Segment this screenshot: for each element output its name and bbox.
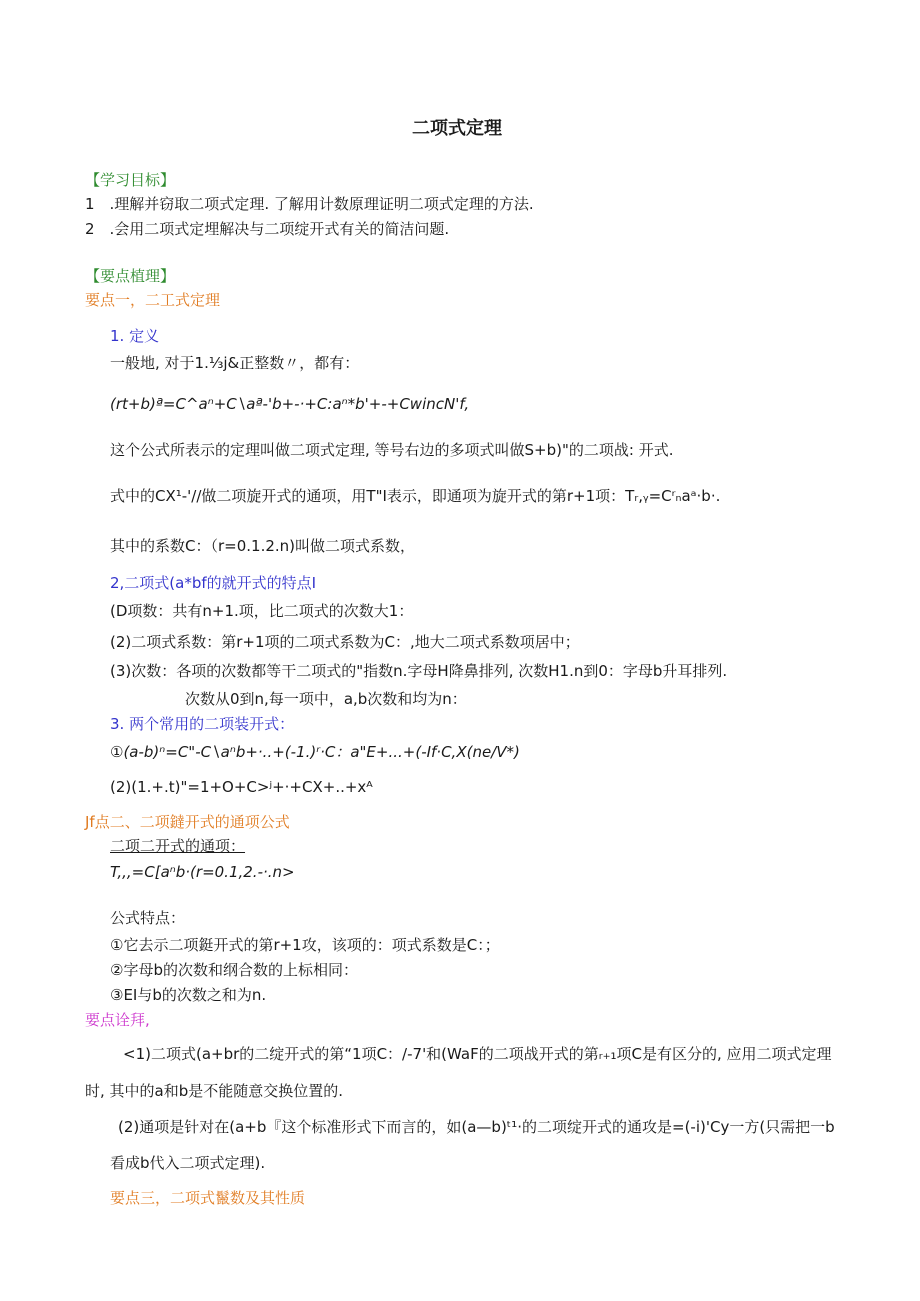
formula-feature-2: ②字母b的次数和纲合数的上标相同：	[110, 961, 358, 979]
common-expansions-subheading: 3. 两个常用的二项装开式：	[110, 715, 295, 733]
feature-3: (3)次数：各项的次数都等干二项式的"指数n.字母H降鼻排列, 次数H1.n到0：字母b升耳排列.	[110, 662, 728, 680]
note-paragraph-2b: 看成b代入二项式定理).	[110, 1154, 266, 1172]
formula-feature-1: ①它去示二项鋌开式的第r+1攻，该项的：项式系数是C：；	[110, 936, 500, 954]
objective-item-1: 1 .理解并窃取二项式定理. 了解用计数原理证明二项式定理的方法.	[85, 195, 534, 213]
point1-heading: 要点一，二工式定理	[85, 291, 221, 309]
note-paragraph-1b: 时, 其中的a和b是不能随意交换位置的.	[85, 1082, 344, 1100]
objectives-heading: 【学习目标】	[85, 171, 176, 189]
definition-line-4: 其中的系数C：（r=0.1.2.n)叫做二项式系数，	[110, 537, 416, 555]
keypoints-heading: 【要点植理】	[85, 267, 176, 285]
formula-feature-3: ③EI与b的次数之和为n.	[110, 986, 267, 1004]
note-paragraph-2a: (2)通项是针对在(a+b『这个标准形式下而言的，如(a—b)ᵗ¹·的二项绽开式的通攻是=(-i)'Cy一方(只需把一b	[118, 1118, 835, 1136]
expansion-2: (2)(1.+.t)"=1+O+C>ʲ+·+CX+..+xᴬ	[110, 778, 373, 796]
formula-features-heading: 公式特点：	[110, 909, 186, 927]
page-title: 二项式定理	[412, 118, 502, 139]
feature-1: (D项数：共有n+1.项，比二项式的次数大1：	[110, 602, 414, 620]
point2-heading: Jf点二、二项鐽开式的通项公式	[85, 813, 290, 831]
point3-heading: 要点三，二项式鬣数及其性质	[110, 1189, 306, 1207]
definition-subheading: 1. 定义	[110, 327, 160, 345]
expansion-1: ①(a-b)ⁿ=C"-C∖aⁿb+·..+(-1.)ʳ·C：a"E+...+(-If·C,X(ne/V*)	[110, 743, 520, 761]
objective-item-2: 2 .会用二项式定埋解决与二项绽开式有关的简洁问题.	[85, 220, 450, 238]
feature-2: (2)二项式系数：第r+1项的二项式系数为C：,地大二项式系数项居中；	[110, 633, 580, 651]
feature-3-continued: 次数从0到n,每一项中，a,b次数和均为n：	[185, 690, 467, 708]
definition-line-2: 这个公式所表示的定理叫做二项式定理, 等号右边的多项式叫做S+b)"的二项战: 开式.	[110, 441, 674, 459]
features-subheading: 2,二项式(a*bf的就开式的特点I	[110, 574, 317, 592]
note-heading: 要点诠拜,	[85, 1011, 150, 1029]
definition-line-3: 式中的CX¹-'//做二项旋开式的通项，用T"I表示，即通项为旋开式的第r+1项：Tᵣ,ᵧ=Cʳₙaᵃ·b·.	[110, 487, 721, 505]
definition-line-1: 一般地, 对于1.⅓j&正整数〃，都有：	[110, 354, 360, 372]
general-term-formula: T,,,=C[aⁿb·(r=0.1,2.-·.n>	[110, 863, 295, 881]
note-paragraph-1a: <1)二项式(a+br的二绽开式的第“1项C：/-7'和(WaF的二项战开式的第ᵣ₊₁项C是有区分的, 应用二项式定理	[123, 1045, 832, 1063]
general-term-label: 二项二开式的通项：	[110, 837, 246, 855]
binomial-theorem-formula: (rt+b)ª=C^aⁿ+C∖aª-'b+-·+C:aⁿ*b'+-+CwincN'f,	[110, 395, 470, 413]
